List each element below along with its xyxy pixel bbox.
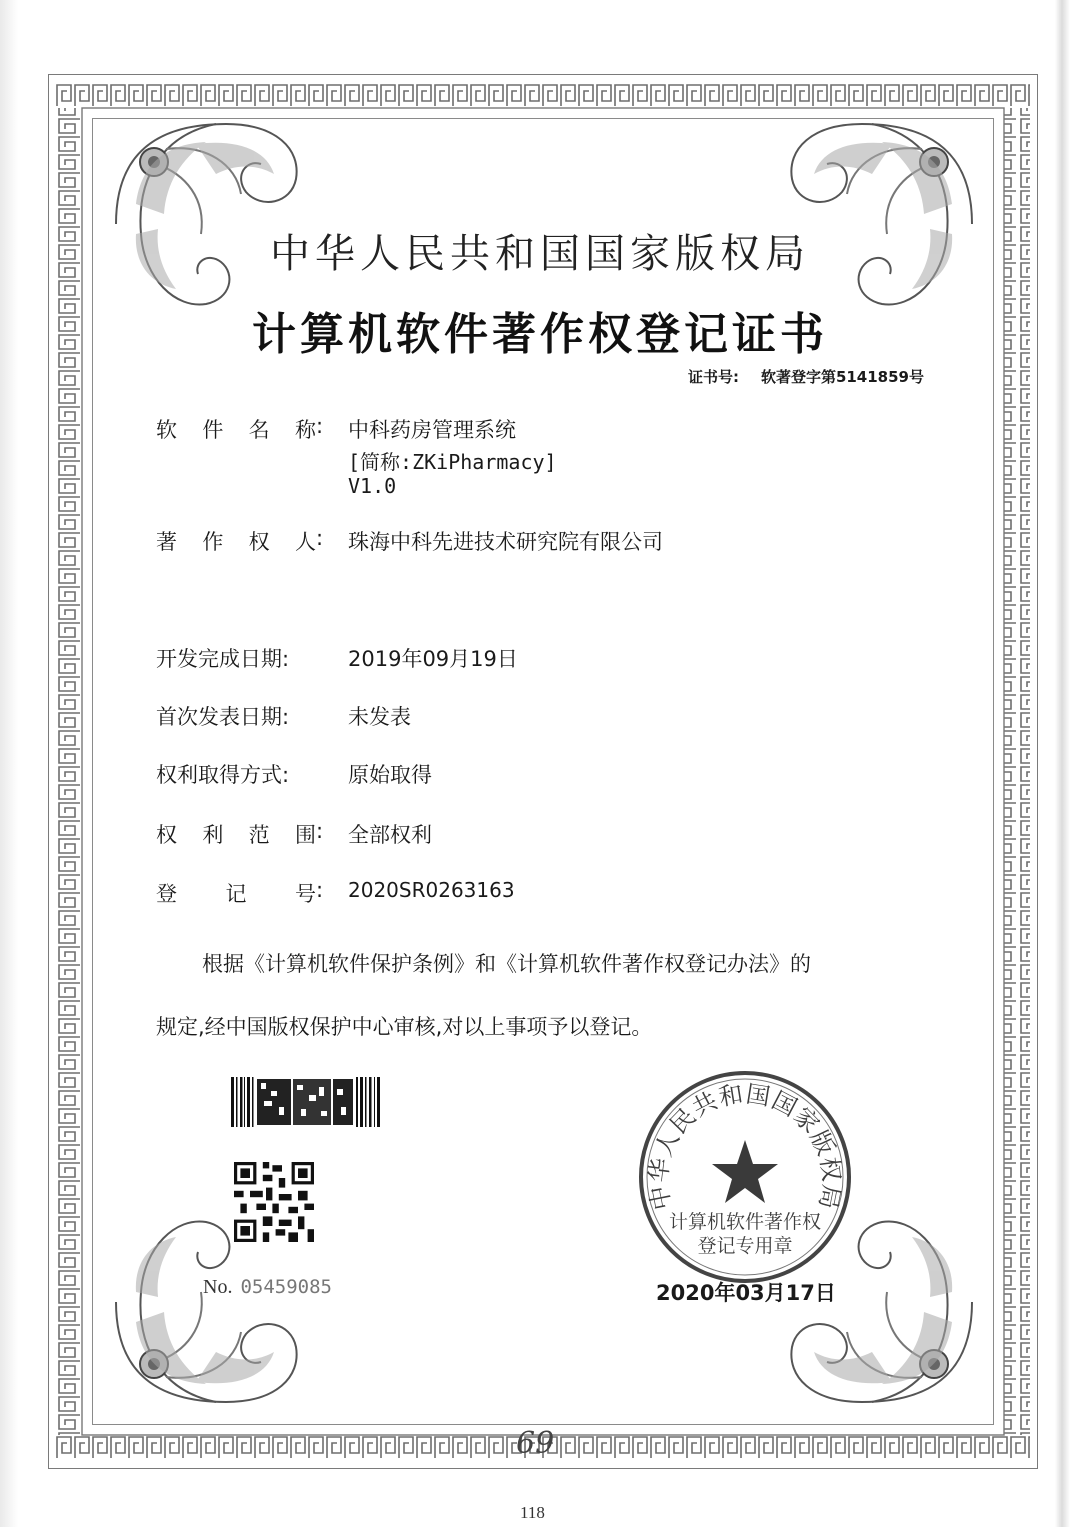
field-software-name <box>156 414 516 444</box>
serial-label: No. <box>203 1276 233 1298</box>
label-char: 号 <box>295 882 316 906</box>
label-char: 作 <box>202 530 224 554</box>
barcode-image <box>231 1077 381 1127</box>
certificate-title: 计算机软件著作权登记证书 <box>252 309 828 360</box>
label-char: 围 <box>294 823 316 847</box>
software-version: V1.0 <box>348 474 397 498</box>
svg-text:登记专用章: 登记专用章 <box>697 1235 793 1257</box>
serial-number <box>203 1276 332 1299</box>
label-colon: : <box>316 819 324 843</box>
statement-line-2: 规定,经中国版权保护中心审核,对以上事项予以登记。 <box>156 1015 653 1039</box>
label-colon: : <box>316 878 324 902</box>
label-char: 权 <box>156 823 177 847</box>
rights-scope-label <box>156 819 348 849</box>
field-dev-completion-date <box>156 643 518 673</box>
first-publication-date-label: 首次发表日期: <box>156 705 290 729</box>
copyright-owner-label <box>156 526 348 556</box>
serial-value: 05459085 <box>240 1276 332 1298</box>
label-char: 人 <box>294 530 316 554</box>
rights-acquisition-value: 原始取得 <box>348 763 432 787</box>
dev-completion-date-label: 开发完成日期: <box>156 647 290 671</box>
label-char: 称 <box>294 418 316 442</box>
software-name-line: 中科药房管理系统 <box>348 418 516 442</box>
issuer-heading: 中华人民共和国国家版权局 <box>270 231 810 277</box>
label-char: 件 <box>202 418 224 442</box>
certificate-number-label: 证书号: <box>687 368 739 386</box>
dev-completion-date-value: 2019年09月19日 <box>348 647 518 671</box>
rights-acquisition-label: 权利取得方式: <box>156 763 290 787</box>
svg-text:计算机软件著作权: 计算机软件著作权 <box>668 1211 822 1233</box>
handwritten-number: 69 <box>516 1426 555 1461</box>
label-char: 利 <box>202 823 224 847</box>
svg-text:中华人民共和国国家版权局: 中华人民共和国国家版权局 <box>644 1079 846 1213</box>
registration-number-value: 2020SR0263163 <box>348 878 515 902</box>
software-name-value <box>348 414 516 444</box>
rights-scope-value: 全部权利 <box>348 823 432 847</box>
field-rights-acquisition <box>156 759 432 789</box>
copyright-owner-value: 珠海中科先进技术研究院有限公司 <box>348 530 663 554</box>
issue-date: 2020年03月17日 <box>656 1281 836 1305</box>
label-char: 名 <box>248 418 270 442</box>
field-rights-scope <box>156 819 432 849</box>
label-char: 登 <box>156 882 177 906</box>
qr-code-image <box>234 1162 314 1242</box>
page-number: 118 <box>520 1503 545 1522</box>
label-char: 范 <box>248 823 270 847</box>
label-char: 软 <box>156 418 177 442</box>
software-name-label <box>156 414 348 444</box>
certificate-number-value: 软著登字第5141859号 <box>760 368 924 386</box>
software-short-name: [简称:ZKiPharmacy] <box>348 450 557 474</box>
certificate-number <box>688 366 924 387</box>
field-registration-number <box>156 878 515 908</box>
label-char: 记 <box>225 882 247 906</box>
label-char: 著 <box>156 530 177 554</box>
label-char: 权 <box>248 530 270 554</box>
label-colon: : <box>316 414 324 438</box>
statement-line-1: 根据《计算机软件保护条例》和《计算机软件著作权登记办法》的 <box>202 952 811 976</box>
first-publication-date-value: 未发表 <box>348 705 411 729</box>
field-copyright-owner <box>156 526 663 556</box>
official-seal-stamp <box>636 1068 854 1286</box>
label-colon: : <box>316 526 324 550</box>
registration-number-label <box>156 878 348 908</box>
field-first-publication-date <box>156 701 411 731</box>
